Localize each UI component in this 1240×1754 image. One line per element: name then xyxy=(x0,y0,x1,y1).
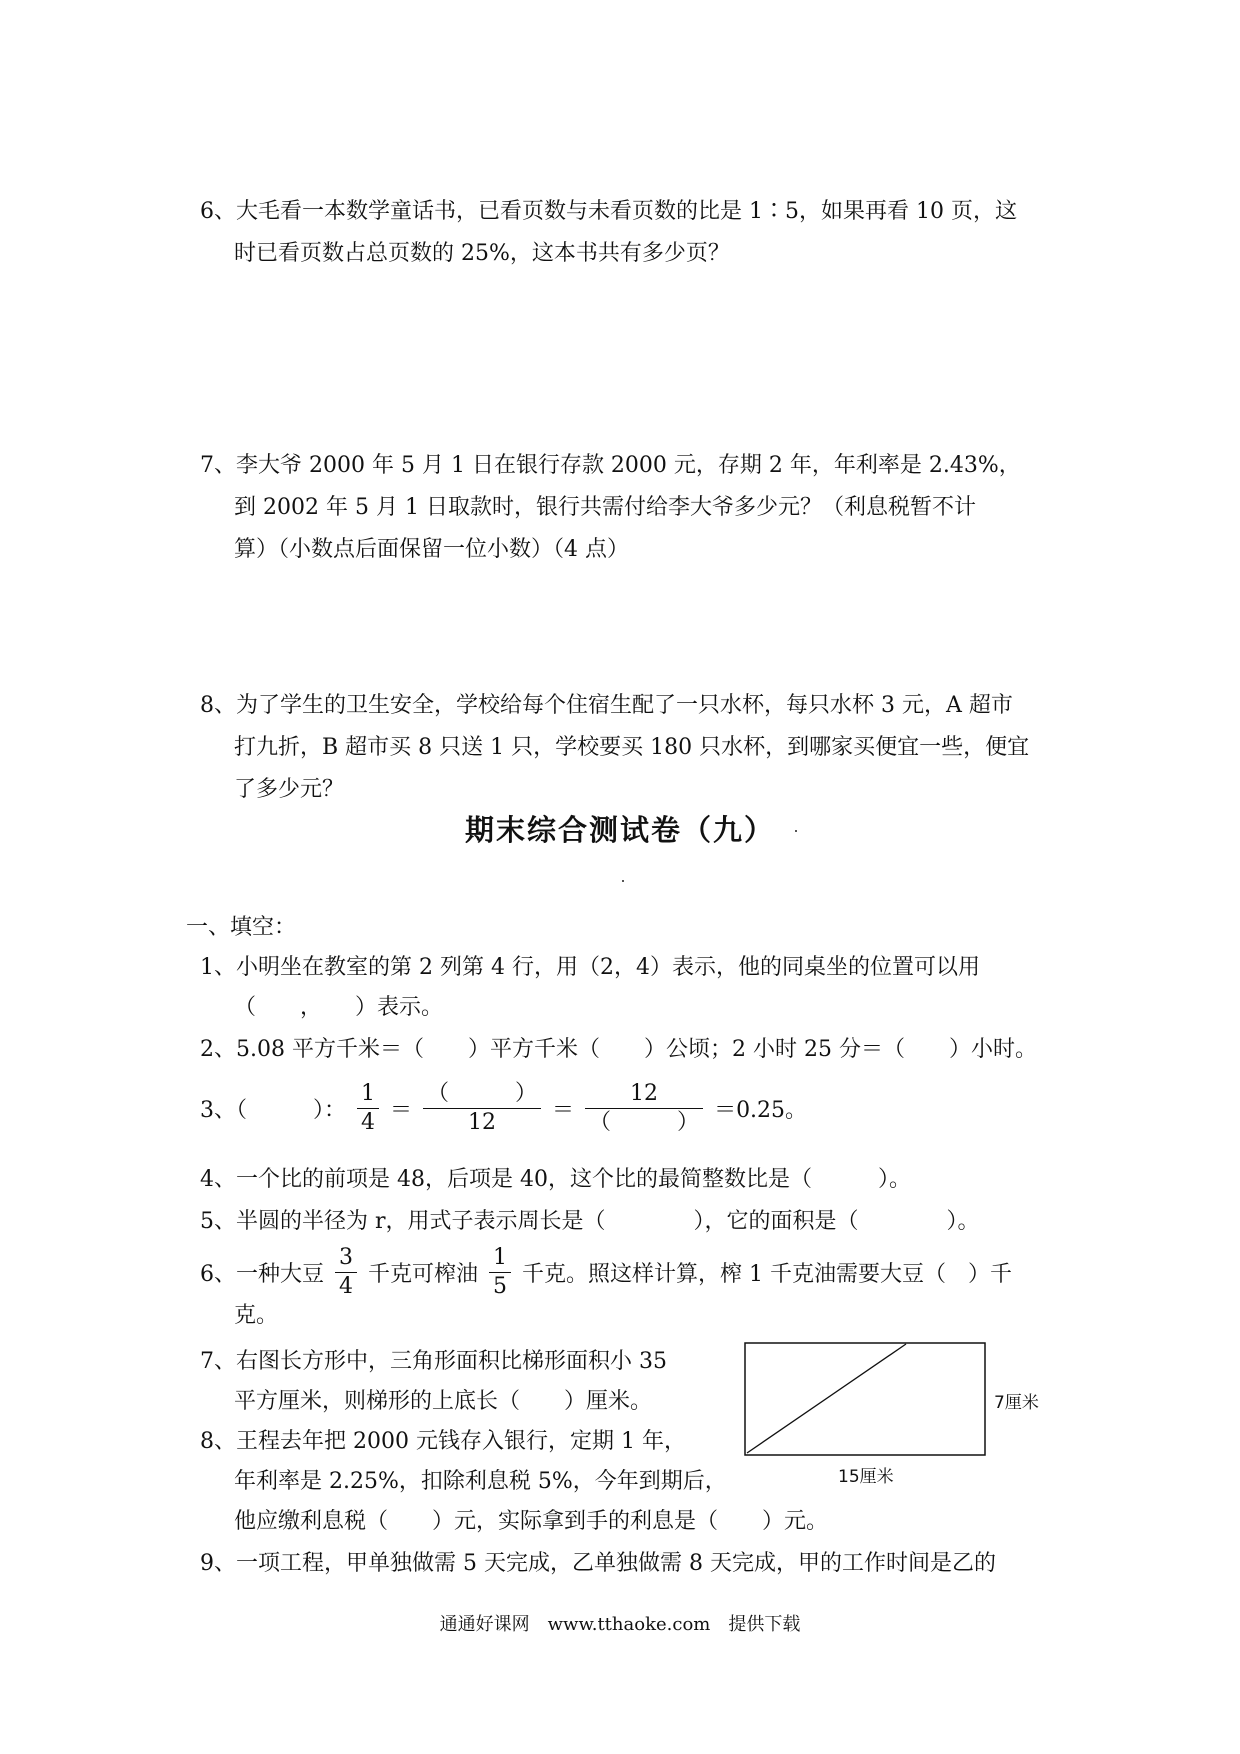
question-8-line-3: 他应缴利息税（ ）元，实际拿到手的利息是（ ）元。 xyxy=(234,1509,829,1534)
problem-8-line-1: 8、为了学生的卫生安全，学校给每个住宿生配了一只水杯，每只水杯 3 元，A 超市 xyxy=(200,693,1013,718)
question-3-prefix: 3、（ ）： xyxy=(200,1098,346,1123)
rectangle-diagram xyxy=(744,1342,994,1458)
question-3 xyxy=(200,1080,807,1137)
footer-source: 通通好课网 www.tthaoke.com 提供下载 xyxy=(439,1614,801,1635)
problem-8-line-2: 打九折，B 超市买 8 只送 1 只，学校要买 180 只水杯，到哪家买便宜一些，便宜 xyxy=(234,735,1030,760)
fraction-three-quarters xyxy=(335,1244,357,1301)
fraction-numerator: 12 xyxy=(585,1080,703,1109)
scan-speck xyxy=(795,830,797,832)
figure-width-label: 15厘米 xyxy=(838,1467,894,1487)
fraction-12-over-blank xyxy=(585,1080,703,1137)
question-6-line-2: 克。 xyxy=(234,1303,279,1328)
question-9-line-1: 9、一项工程，甲单独做需 5 天完成，乙单独做需 8 天完成，甲的工作时间是乙的 xyxy=(200,1551,996,1576)
fraction-one-fifth xyxy=(489,1244,511,1301)
section-1-heading: 一、填空： xyxy=(186,915,297,940)
question-6-part-1: 6、一种大豆 xyxy=(200,1262,324,1287)
question-7-line-2: 平方厘米，则梯形的上底长（ ）厘米。 xyxy=(234,1389,653,1414)
diagonal-line xyxy=(747,1344,906,1453)
question-8-line-2: 年利率是 2.25%，扣除利息税 5%，今年到期后， xyxy=(234,1469,727,1494)
fraction-denominator: 12 xyxy=(468,1110,497,1135)
fraction-blank-over-12 xyxy=(423,1080,541,1137)
fraction-numerator: （ ） xyxy=(423,1080,541,1109)
fraction-numerator: 1 xyxy=(357,1080,379,1109)
question-5: 5、半圆的半径为 r，用式子表示周长是（ ），它的面积是（ ）。 xyxy=(200,1209,980,1234)
question-2: 2、5.08 平方千米＝（ ）平方千米（ ）公顷；2 小时 25 分＝（ ）小时。 xyxy=(200,1037,1037,1062)
question-6-part-2: 千克可榨油 xyxy=(368,1262,479,1287)
question-1-line-1: 1、小明坐在教室的第 2 列第 4 行，用（2，4）表示，他的同桌坐的位置可以用 xyxy=(200,955,980,980)
question-1-line-2: （ ， ）表示。 xyxy=(234,995,444,1020)
exam-title: 期末综合测试卷（九） xyxy=(464,813,775,847)
question-7-line-1: 7、右图长方形中，三角形面积比梯形面积小 35 xyxy=(200,1349,667,1374)
figure-height-label: 7厘米 xyxy=(994,1393,1039,1413)
question-6-part-3: 千克。照这样计算，榨 1 千克油需要大豆（ ）千 xyxy=(522,1262,1013,1287)
question-3-suffix: ＝0.25。 xyxy=(714,1098,808,1123)
rectangle-outline xyxy=(745,1343,985,1455)
question-4: 4、一个比的前项是 48，后项是 40，这个比的最简整数比是（ ）。 xyxy=(200,1167,911,1192)
fraction-denominator: 5 xyxy=(493,1274,508,1299)
fraction-numerator: 3 xyxy=(335,1244,357,1273)
problem-7-line-3: 算）（小数点后面保留一位小数）（4 点） xyxy=(234,537,629,562)
scan-speck xyxy=(622,880,624,882)
problem-8-line-3: 了多少元？ xyxy=(234,777,345,802)
problem-7-line-2: 到 2002 年 5 月 1 日取款时，银行共需付给李大爷多少元？（利息税暂不计 xyxy=(234,495,976,520)
question-6 xyxy=(200,1244,1012,1301)
problem-6-line-1: 6、大毛看一本数学童话书，已看页数与未看页数的比是 1∶5，如果再看 10 页，这 xyxy=(200,199,1017,224)
question-8-line-1: 8、王程去年把 2000 元钱存入银行，定期 1 年， xyxy=(200,1429,686,1454)
equals-sign: ＝ xyxy=(390,1098,413,1123)
equals-sign: ＝ xyxy=(552,1098,575,1123)
rectangle-figure xyxy=(744,1342,994,1464)
fraction-denominator: （ ） xyxy=(589,1110,700,1135)
problem-7-line-1: 7、李大爷 2000 年 5 月 1 日在银行存款 2000 元，存期 2 年，年利率是 2.43%， xyxy=(200,453,1021,478)
problem-6-line-2: 时已看页数占总页数的 25%，这本书共有多少页？ xyxy=(234,241,730,266)
fraction-denominator: 4 xyxy=(339,1274,353,1299)
fraction-one-quarter xyxy=(357,1080,379,1137)
fraction-denominator: 4 xyxy=(361,1110,375,1135)
fraction-numerator: 1 xyxy=(489,1244,511,1273)
